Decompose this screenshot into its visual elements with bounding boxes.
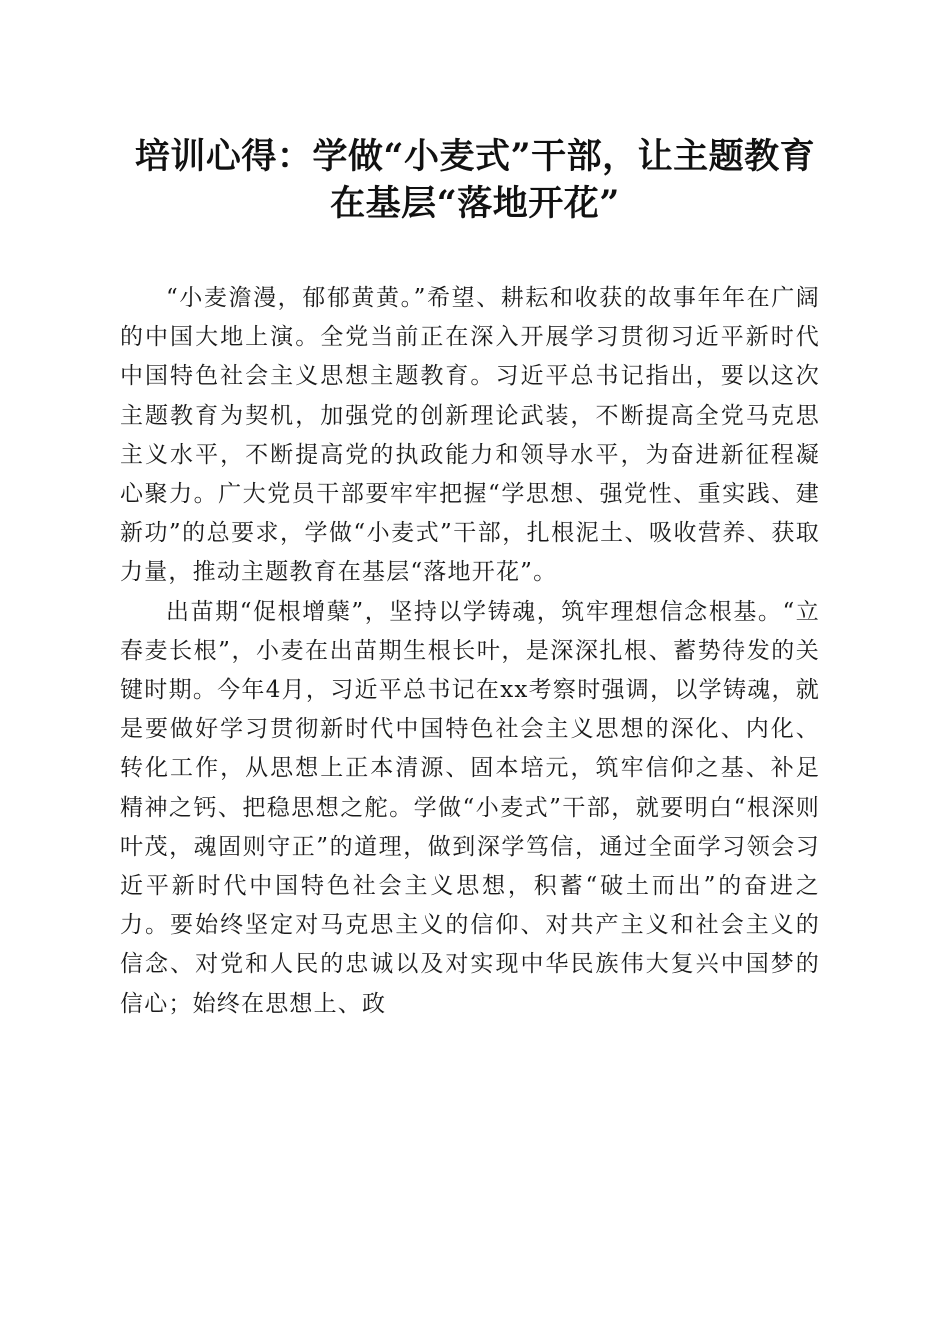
- title-line-1: 培训心得：学做“小麦式”干部，让主题教育: [134, 136, 816, 177]
- document-title: [110, 133, 840, 227]
- paragraph: “小麦澹漫，郁郁黄黄。”希望、耕耘和收获的故事年年在广阔的中国大地上演。全党当前正在深入开展学习贯彻习近平新时代中国特色社会主义思想主题教育。习近平总书记指出，要以这次主题教育为契机，加强党的创新理论武装，不断提高全党马克思主义水平，不断提高党的执政能力和领导水平，为奋进新征程凝心聚力。广大党员干部要牢牢把握“学思想、强党性、重实践、建新功”的总要求，学做“小麦式”干部，扎根泥土、吸收营养、获取力量，推动主题教育在基层“落地开花”。: [120, 285, 820, 586]
- document-body: [120, 279, 820, 1024]
- paragraph: 出苗期“促根增蘖”，坚持以学铸魂，筑牢理想信念根基。“立春麦长根”，小麦在出苗期生根长叶，是深深扎根、蓄势待发的关键时期。今年4月，习近平总书记在xx考察时强调，以学铸魂，就是要做好学习贯彻新时代中国特色社会主义思想的深化、内化、转化工作，从思想上正本清源、固本培元，筑牢信仰之基、补足精神之钙、把稳思想之舵。学做“小麦式”干部，就要明白“根深则叶茂，魂固则守正”的道理，做到深学笃信，通过全面学习领会习近平新时代中国特色社会主义思想，积蓄“破土而出”的奋进之力。要始终坚定对马克思主义的信仰、对共产主义和社会主义的信念、对党和人民的忠诚以及对实现中华民族伟大复兴中国梦的信心；始终在思想上、政: [120, 598, 820, 1017]
- title-line-2: 在基层“落地开花”: [330, 183, 620, 224]
